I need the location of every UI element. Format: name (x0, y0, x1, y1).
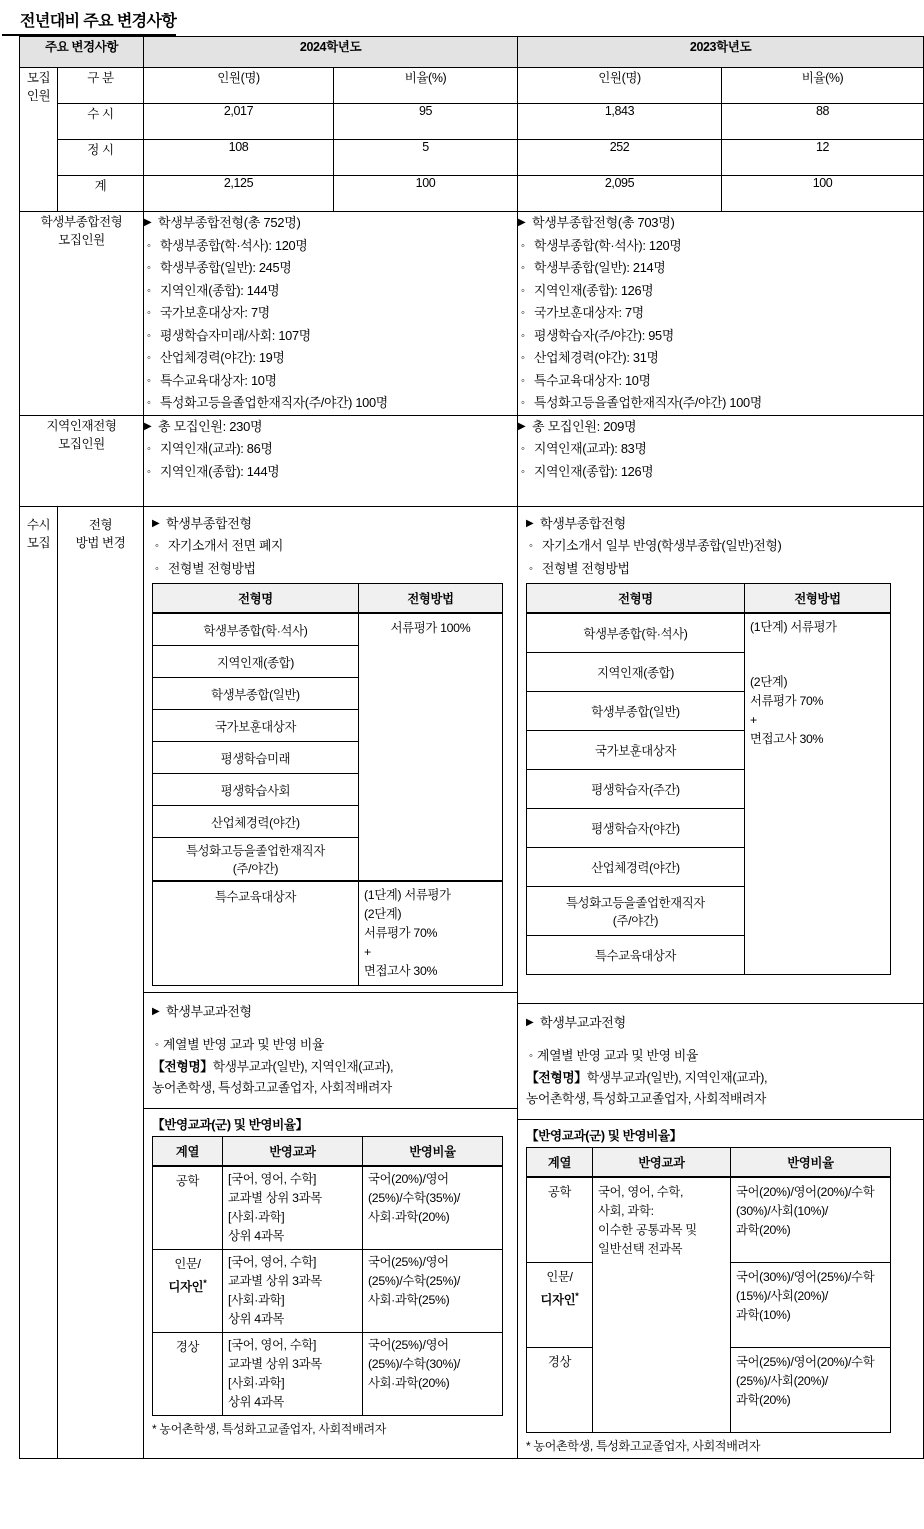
table-header-row (153, 1137, 503, 1167)
susi-row-label (20, 506, 58, 1459)
admission-type: 지역인재(종합) (153, 646, 359, 678)
spacer (526, 975, 915, 997)
list-item: ◦ 특성화고등을졸업한재직자(주/야간) 100명 (144, 392, 517, 415)
admission-type: 평생학습사회 (153, 774, 359, 806)
list-item: ◦ 지역인재(종합): 144명 (144, 280, 517, 303)
col-header-track: 계열 (527, 1148, 593, 1178)
susi-label-line2: 모집 (26, 535, 51, 550)
admission-type: 평생학습자(주간) (527, 770, 745, 809)
enrollment-jeongsi-count-2024: 108 (144, 140, 334, 176)
list-item: ◦ 계열별 반영 교과 및 반영 비율 (526, 1045, 915, 1068)
susi-gyogwa-2023-head (518, 1003, 923, 1119)
subject-cell (223, 1166, 363, 1250)
track-name: 공학 (527, 1177, 593, 1263)
ratio-line-3: 사회·과학(20%) (368, 1376, 450, 1390)
gyogwa-2023-types-line2: 농어촌학생, 특성화고교졸업자, 사회적배려자 (526, 1091, 766, 1106)
admission-type: 특수교육대상자 (527, 936, 745, 975)
subject-line-4: 상위 4과목 (228, 1395, 284, 1409)
enrollment-row-header (20, 68, 924, 104)
method-line-2: (2단계) (364, 907, 402, 921)
susi-gyogwa-2024-head (144, 992, 517, 1108)
susi-row (20, 506, 924, 1459)
track-line-1: 인문/ (174, 1257, 201, 1271)
regional-2024-list (144, 416, 517, 484)
list-item: ◦ 산업체경력(야간): 19명 (144, 347, 517, 370)
list-item: ▶ 학생부종합전형 (526, 513, 915, 536)
col-header-track: 계열 (153, 1137, 223, 1167)
subject-cell (223, 1333, 363, 1416)
ratio-line-3: 과학(10%) (736, 1308, 791, 1322)
ratio-cell (363, 1333, 503, 1416)
list-item: ◦ 국가보훈대상자: 7명 (518, 302, 923, 325)
method-line-3: (2단계) (750, 675, 788, 689)
enrollment-col-ratio-2024: 비율(%) (334, 68, 518, 104)
enrollment-jeongsi-ratio-2024: 5 (334, 140, 518, 176)
table-row (153, 1166, 503, 1250)
susi-comp-2024-list (152, 513, 509, 581)
enrollment-col-ratio-2023: 비율(%) (722, 68, 924, 104)
gyogwa-2024-types-line2: 농어촌학생, 특성화고교졸업자, 사회적배려자 (152, 1080, 392, 1095)
ratio-line-2: (25%)/수학(25%)/ (368, 1274, 460, 1288)
admission-type: 지역인재(종합) (527, 653, 745, 692)
table-row (20, 176, 924, 212)
ratio-line-2: (15%)/사회(20%)/ (736, 1289, 829, 1303)
method-spacer (750, 637, 885, 673)
list-item: ◦ 특성화고등을졸업한재직자(주/야간) 100명 (518, 392, 923, 415)
track-line-2 (532, 1287, 587, 1310)
table-row (20, 140, 924, 176)
list-item: ▶ 학생부교과전형 (152, 1001, 509, 1024)
ratio-line-3: 과학(20%) (736, 1223, 791, 1237)
admission-type: 학생부종합(학·석사) (527, 613, 745, 653)
list-item: ◦ 산업체경력(야간): 31명 (518, 347, 923, 370)
ratio-line-3: 사회·과학(25%) (368, 1293, 450, 1307)
admission-type: 산업체경력(야간) (153, 806, 359, 838)
list-item: ◦ 지역인재(교과): 86명 (144, 438, 517, 461)
types-text-1: 학생부교과(일반), 지역인재(교과), (212, 1059, 394, 1074)
table-row (20, 104, 924, 140)
ratio-cell (731, 1348, 891, 1433)
ratio-line-2: (30%)/사회(10%)/ (736, 1204, 829, 1218)
gyogwa-2024-bullet-list (152, 1034, 509, 1057)
susi-2023-cell (518, 506, 924, 1459)
list-item: ◦ 전형별 전형방법 (152, 558, 509, 581)
comprehensive-label-line2: 모집인원 (58, 233, 105, 247)
susi-2024-method-table (152, 583, 503, 986)
admission-type: 산업체경력(야간) (527, 848, 745, 887)
enrollment-col-count-2023: 인원(명) (518, 68, 722, 104)
list-item: ◦ 계열별 반영 교과 및 반영 비율 (152, 1034, 509, 1057)
footnote-2024: * 농어촌학생, 특성화고교졸업자, 사회적배려자 (152, 1422, 387, 1436)
gyogwa-2024-heading-list (152, 1001, 509, 1024)
table-row (153, 881, 503, 986)
types-label: 【전형명】 (152, 1059, 213, 1074)
enrollment-label-line1: 모집 (26, 71, 51, 85)
subject-line-1: [국어, 영어, 수학] (228, 1255, 317, 1269)
admission-type-line2: (주/야간) (232, 862, 279, 876)
admission-type: 학생부종합(일반) (527, 692, 745, 731)
list-item: ◦ 평생학습자미래/사회: 107명 (144, 325, 517, 348)
method-line-5: + (750, 713, 757, 727)
list-item: ◦ 학생부종합(학·석사): 120명 (518, 235, 923, 258)
subject-line-1: [국어, 영어, 수학] (228, 1338, 317, 1352)
comprehensive-row-label (20, 212, 144, 416)
subject-cell-shared (593, 1177, 731, 1433)
admission-type-special: 특수교육대상자 (153, 881, 359, 986)
subject-line-4: 상위 4과목 (228, 1312, 284, 1326)
header-year-2024: 2024학년도 (144, 37, 518, 68)
susi-2023-method-table (526, 583, 891, 975)
list-item: ◦ 특수교육대상자: 10명 (518, 370, 923, 393)
method-line-6: 면접고사 30% (750, 732, 824, 746)
footnote-2023: * 농어촌학생, 특성화고교졸업자, 사회적배려자 (526, 1439, 761, 1453)
list-item: ◦ 학생부종합(일반): 214명 (518, 257, 923, 280)
enrollment-jeongsi-ratio-2023: 12 (722, 140, 924, 176)
admission-type: 평생학습미래 (153, 742, 359, 774)
enrollment-subheader: 구 분 (58, 68, 144, 104)
method-line-4: 서류평가 70% (750, 694, 824, 708)
list-item: ◦ 지역인재(종합): 126명 (518, 280, 923, 303)
list-item: ◦ 자기소개서 일부 반영(학생부종합(일반)전형) (526, 535, 915, 558)
subject-line-3: [사회·과학] (228, 1293, 285, 1307)
method-line-3: 서류평가 70% (364, 926, 438, 940)
list-item: ▶ 학생부종합전형 (152, 513, 509, 536)
ratio-line-1: 국어(20%)/영어(20%)/수학 (736, 1185, 875, 1199)
enrollment-susi-count-2023: 1,843 (518, 104, 722, 140)
comprehensive-row (20, 212, 924, 416)
track-line-2-text: 디자인 (540, 1293, 576, 1308)
method-line-4: + (364, 945, 371, 959)
types-text-1: 학생부교과(일반), 지역인재(교과), (586, 1070, 768, 1085)
enrollment-jeongsi-label: 정 시 (58, 140, 144, 176)
reflect-table-title-2024: 【반영교과(군) 및 반영비율】 (152, 1118, 308, 1132)
col-header-method: 전형방법 (359, 584, 503, 614)
list-item: ◦ 학생부종합(일반): 245명 (144, 257, 517, 280)
list-item: ▶ 총 모집인원: 230명 (144, 416, 517, 439)
asterisk-marker: * (203, 1278, 207, 1288)
title-area (0, 0, 924, 36)
ratio-cell (731, 1177, 891, 1263)
regional-2023-list (518, 416, 923, 484)
admission-method-all (745, 613, 891, 975)
list-item: ◦ 평생학습자(주/야간): 95명 (518, 325, 923, 348)
table-row (153, 1333, 503, 1416)
reflect-table-title-2023: 【반영교과(군) 및 반영비율】 (526, 1129, 682, 1143)
reflect-table-2023 (526, 1147, 891, 1433)
admission-type-line1: 특성화고등을졸업한재직자 (566, 896, 705, 910)
admission-type: 학생부종합(학·석사) (153, 613, 359, 646)
col-header-subject: 반영교과 (223, 1137, 363, 1167)
ratio-line-3: 사회·과학(20%) (368, 1210, 450, 1224)
susi-gyogwa-2023-table-block (518, 1119, 923, 1458)
spacer (152, 1024, 509, 1034)
asterisk-marker: * (575, 1291, 579, 1301)
enrollment-susi-ratio-2024: 95 (334, 104, 518, 140)
list-item: ◦ 지역인재(종합): 144명 (144, 461, 517, 484)
admission-type: 국가보훈대상자 (153, 710, 359, 742)
gyogwa-2023-heading-list (526, 1012, 915, 1035)
comprehensive-2024-cell (144, 212, 518, 416)
method-line-1: (1단계) 서류평가 (364, 888, 451, 902)
header-year-2023: 2023학년도 (518, 37, 924, 68)
comprehensive-2024-list (144, 212, 517, 415)
ratio-line-2: (25%)/수학(35%)/ (368, 1191, 460, 1205)
main-comparison-table (19, 36, 924, 1459)
susi-2024-cell (144, 506, 518, 1459)
table-header-row (527, 1148, 891, 1178)
enrollment-row-label (20, 68, 58, 212)
admission-type-line1: 특성화고등을졸업한재직자 (186, 844, 325, 858)
ratio-line-3: 과학(20%) (736, 1393, 791, 1407)
list-item: ◦ 전형별 전형방법 (526, 558, 915, 581)
track-line-2 (158, 1274, 217, 1297)
comprehensive-label-line1: 학생부종합전형 (40, 215, 123, 229)
table-row (527, 1177, 891, 1263)
susi-method-line2: 방법 변경 (75, 535, 126, 550)
col-header-method: 전형방법 (745, 584, 891, 614)
susi-comp-2024-block (144, 507, 517, 993)
subject-line-1: [국어, 영어, 수학] (228, 1172, 317, 1186)
spacer (526, 1035, 915, 1045)
enrollment-total-ratio-2024: 100 (334, 176, 518, 212)
method-line-1: (1단계) 서류평가 (750, 620, 837, 634)
regional-row-label (20, 415, 144, 506)
col-header-name: 전형명 (527, 584, 745, 614)
track-name: 공학 (153, 1166, 223, 1250)
page-title: 전년대비 주요 변경사항 (2, 4, 176, 36)
enrollment-col-count-2024: 인원(명) (144, 68, 334, 104)
ratio-cell (731, 1263, 891, 1348)
enrollment-total-label: 계 (58, 176, 144, 212)
regional-label-line2: 모집인원 (58, 436, 105, 451)
ratio-line-1: 국어(20%)/영어 (368, 1172, 449, 1186)
admission-method-group2 (359, 881, 503, 986)
susi-method-label (58, 506, 144, 1459)
admission-type-line2: (주/야간) (612, 914, 659, 928)
susi-method-line1: 전형 (88, 517, 113, 532)
ratio-line-2: (25%)/사회(20%)/ (736, 1374, 829, 1388)
list-item: ▶ 학생부종합전형(총 703명) (518, 212, 923, 235)
admission-type (527, 887, 745, 936)
track-name: 경상 (153, 1333, 223, 1416)
col-header-ratio: 반영비율 (731, 1148, 891, 1178)
subject-line-2: 교과별 상위 3과목 (228, 1357, 322, 1371)
gyogwa-2023-types-line1 (526, 1067, 915, 1088)
table-header-row (527, 584, 891, 614)
track-name (153, 1250, 223, 1333)
col-header-ratio: 반영비율 (363, 1137, 503, 1167)
ratio-line-1: 국어(25%)/영어 (368, 1255, 449, 1269)
enrollment-total-ratio-2023: 100 (722, 176, 924, 212)
subject-cell (223, 1250, 363, 1333)
table-header-row (20, 37, 924, 68)
subject-line-3: [사회·과학] (228, 1376, 285, 1390)
method-line-5: 면접고사 30% (364, 964, 438, 978)
table-row (527, 613, 891, 653)
list-item: ◦ 자기소개서 전면 폐지 (152, 535, 509, 558)
regional-label-line1: 지역인재전형 (46, 418, 117, 433)
track-name: 경상 (527, 1348, 593, 1433)
regional-2024-cell (144, 415, 518, 506)
track-line-2-text: 디자인 (168, 1280, 204, 1295)
track-name (527, 1263, 593, 1348)
admission-type: 평생학습자(야간) (527, 809, 745, 848)
ratio-cell (363, 1166, 503, 1250)
table-row (153, 613, 503, 646)
enrollment-total-count-2023: 2,095 (518, 176, 722, 212)
subject-line-2: 교과별 상위 3과목 (228, 1191, 322, 1205)
subject-line-3: 이수한 공통과목 및 (598, 1223, 697, 1237)
susi-comp-2023-list (526, 513, 915, 581)
table-header-row (153, 584, 503, 614)
admission-type: 국가보훈대상자 (527, 731, 745, 770)
enrollment-susi-ratio-2023: 88 (722, 104, 924, 140)
ratio-line-1: 국어(30%)/영어(25%)/수학 (736, 1270, 875, 1284)
list-item: ◦ 지역인재(종합): 126명 (518, 461, 923, 484)
susi-label-line1: 수시 (26, 517, 51, 532)
subject-line-1: 국어, 영어, 수학, (598, 1185, 684, 1199)
types-label: 【전형명】 (526, 1070, 587, 1085)
col-header-name: 전형명 (153, 584, 359, 614)
subject-line-4: 상위 4과목 (228, 1229, 284, 1243)
gyogwa-2023-bullet-list (526, 1045, 915, 1068)
subject-line-2: 사회, 과학: (598, 1204, 654, 1218)
table-row (153, 1250, 503, 1333)
header-main-label: 주요 변경사항 (20, 37, 144, 68)
enrollment-jeongsi-count-2023: 252 (518, 140, 722, 176)
subject-line-3: [사회·과학] (228, 1210, 285, 1224)
regional-2023-cell (518, 415, 924, 506)
comprehensive-2023-list (518, 212, 923, 415)
ratio-line-2: (25%)/수학(30%)/ (368, 1357, 460, 1371)
list-item: ◦ 국가보훈대상자: 7명 (144, 302, 517, 325)
enrollment-susi-count-2024: 2,017 (144, 104, 334, 140)
susi-gyogwa-2024-table-block (144, 1108, 517, 1441)
list-item: ◦ 특수교육대상자: 10명 (144, 370, 517, 393)
admission-type: 학생부종합(일반) (153, 678, 359, 710)
admission-method-group1: 서류평가 100% (359, 613, 503, 881)
enrollment-susi-label: 수 시 (58, 104, 144, 140)
list-item: ▶ 학생부종합전형(총 752명) (144, 212, 517, 235)
track-line-1: 인문/ (546, 1270, 573, 1284)
ratio-line-1: 국어(25%)/영어(20%)/수학 (736, 1355, 875, 1369)
susi-comp-2023-block (518, 507, 923, 1004)
regional-row (20, 415, 924, 506)
gyogwa-2024-types-line1 (152, 1056, 509, 1077)
list-item: ▶ 학생부교과전형 (526, 1012, 915, 1035)
subject-line-2: 교과별 상위 3과목 (228, 1274, 322, 1288)
ratio-line-1: 국어(25%)/영어 (368, 1338, 449, 1352)
subject-line-4: 일반선택 전과목 (598, 1242, 683, 1256)
enrollment-label-line2: 인원 (26, 89, 51, 103)
admission-type (153, 838, 359, 882)
ratio-cell (363, 1250, 503, 1333)
enrollment-total-count-2024: 2,125 (144, 176, 334, 212)
list-item: ◦ 학생부종합(학·석사): 120명 (144, 235, 517, 258)
list-item: ▶ 총 모집인원: 209명 (518, 416, 923, 439)
col-header-subject: 반영교과 (593, 1148, 731, 1178)
list-item: ◦ 지역인재(교과): 83명 (518, 438, 923, 461)
comprehensive-2023-cell (518, 212, 924, 416)
reflect-table-2024 (152, 1136, 503, 1416)
